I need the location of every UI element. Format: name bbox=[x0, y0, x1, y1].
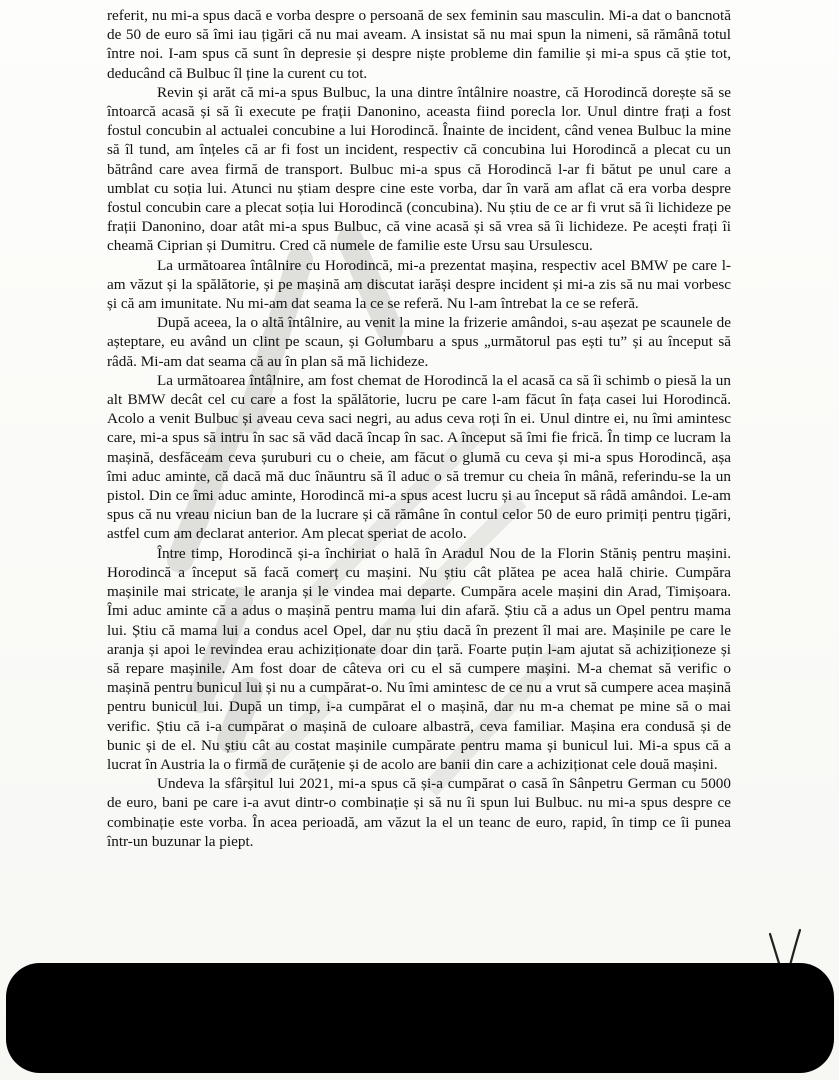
redaction-block bbox=[6, 963, 834, 1073]
paragraph: La următoarea întâlnire cu Horodincă, mi-a prezentat mașina, respectiv acel BMW pe care l-am văzut și la spălătorie, și pe mașină am discutat iarăși despre incident și mi-a zis să nu mai vorbesc și că am imunitate. Nu mi-am dat seama la ce se referă. Nu l-am întrebat la ce se referă. bbox=[107, 256, 731, 313]
document-body bbox=[107, 6, 731, 851]
paragraph: După aceea, la o altă întâlnire, au venit la mine la frizerie amândoi, s-au așezat pe scaunele de așteptare, eu având un clint pe scaun, și Golumbaru a spus „următorul pas ești tu” și au început să râdă. Mi-am dat seama că au în plan să mă lichideze. bbox=[107, 314, 731, 370]
paragraph: Între timp, Horodincă și-a închiriat o hală în Aradul Nou de la Florin Stăniș pentru mașini. Horodincă a început să facă comerț cu mașini. Nu știu cât plătea pe acea hală chirie. Cumpăra mașinile mai stricate, le aranja și le vindea mai departe. Cumpăra acele mașini din Arad, Timișoara. Îmi aduc aminte că a adus o mașină pentru mama lui din afară. Știu că a adus un Opel pentru mama lui. Știu că mama lui a condus acel Opel, dar nu știu dacă în prezent îl mai are. Mașinile pe care le aranja și apoi le revindea erau achiziționate doar din țară. Foarte puțin l-am ajutat să achiziționeze și să repare mașinile. Am fost doar de câteva ori cu el să cumpere mașini. M-a chemat să verific o mașină pentru bunicul lui și nu a cumpărat-o. Nu îmi amintesc de ce nu a vrut să cumpere acea mașină pentru bunicul lui. După un timp, i-a cumpărat el o mașină, dar nu m-a chemat pe mine să o mai verific. Știu că i-a cumpărat o mașină de culoare albastră, ceva familiar. Mașina era condusă și de bunic și de el. Nu știu cât au costat mașinile cumpărate pentru mama și bunicul lui. Mi-a spus că a lucrat în Austria la o firmă de curățenie și de acolo are banii din care a achiziționat cele două mașini. bbox=[107, 544, 731, 773]
paragraph: Revin și arăt că mi-a spus Bulbuc, la una dintre întâlnire noastre, că Horodincă dorește să se întoarcă acasă și să îi execute pe frații Danonino, aceasta fiind porecla lor. Unul dintre frați a fost fostul concubin al actualei concubine a lui Horodincă. Înainte de incident, când venea Bulbuc la mine să îl tund, am înțeles că ar fi fost un incident, respectiv că concubina lui Horodincă a plecat cu un bătrând care avea firmă de transport. Bulbuc mi-a spus că Horodincă l-ar fi bătut pe unul care a umblat cu soția lui. Atunci nu știam despre cine este vorba, dar în vară am aflat că era vorba despre fostul concubin care a plecat soția lui Horodincă (concubina). Nu știu de ce ar fi vrut să îi lichideze pe frații Danonino, doar atât mi-a spus Bulbuc, că vine acasă și să vrea să îi lichideze. Pe acești frați îi cheamă Ciprian și Dumitru. Cred că numele de familie este Ursu sau Ursulescu. bbox=[107, 83, 731, 255]
paragraph: Undeva la sfârșitul lui 2021, mi-a spus că și-a cumpărat o casă în Sânpetru German cu 5000 de euro, bani pe care i-a avut dintr-o combinație și să nu îi spun lui Bulbuc. nu mi-a spus despre ce combinație este vorba. În acea perioadă, am văzut la el un teanc de euro, rapid, în timp ce îi punea într-un buzunar la piept. bbox=[107, 775, 731, 850]
paragraph: referit, nu mi-a spus dacă e vorba despre o persoană de sex feminin sau masculin. Mi-a dat o bancnotă de 50 de euro să îmi iau țigări că nu mai aveam. A insistat să nu mai spun la nimeni, să rămână totul între noi. I-am spus că sunt în depresie și despre niște probleme din familie și mi-a spus că știe tot, deducând că Bulbuc îl ține la curent cu tot. bbox=[107, 7, 731, 82]
paragraph: La următoarea întâlnire, am fost chemat de Horodincă la el acasă ca să îi schimb o piesă la un alt BMW decât cel cu care a fost la spălătorie, lucru pe care l-am făcut în fața casei lui Horodincă. Acolo a venit Bulbuc și aveau ceva saci negri, au adus ceva roți în ei. Unul dintre ei, nu îmi amintesc care, mi-a spus să intru în sac să văd dacă încap în sac. A început să îmi fie frică. În timp ce lucram la mașină, desfăceam ceva șuruburi cu o cheie, am făcut o glumă cu ceva și mi-a spus Horodincă, așa îmi aduc aminte, că dacă mă duc înăuntru să îl aduc o să tremur cu cheia în mână, referindu-se la un pistol. Din ce îmi aduc aminte, Horodincă mi-a spus acest lucru și au început să râdă amândoi. Le-am spus că nu vreau niciun ban de la lucrare și că rămâne în contul celor 50 de euro primiți pentru țigări, astfel cum am declarat anterior. Am plecat speriat de acolo. bbox=[107, 371, 731, 543]
